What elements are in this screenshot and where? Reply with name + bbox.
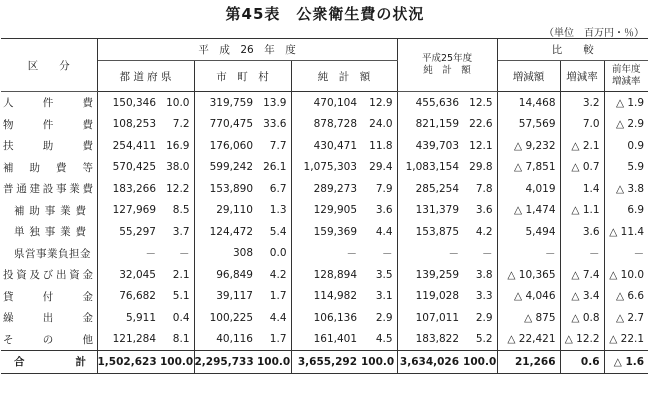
cell-prev: 1,083,154: [405, 161, 460, 174]
cell-muni: 319,759: [209, 96, 253, 109]
cell-muni: 308: [232, 247, 253, 260]
cell-net: 470,104: [313, 96, 357, 109]
header-change-amount: 増減額: [497, 61, 560, 92]
cell-chg: 5,494: [497, 221, 560, 243]
cell-pref: 183,266: [112, 182, 156, 195]
cell-pref-pct: 100.0: [160, 351, 194, 374]
row-label: 扶助費: [1, 135, 97, 157]
cell-rate: △ 3.4: [560, 286, 604, 308]
cell-pref-pct: 0.4: [160, 307, 194, 329]
cell-prev-pct: 12.5: [463, 92, 497, 114]
row-label: 県営事業負担金: [1, 243, 97, 265]
cell-net: 128,894: [313, 268, 357, 281]
header-comparison: 比 較: [497, 39, 648, 61]
cell-net-pct: 3.6: [361, 200, 397, 222]
cell-muni-pct: 100.0: [257, 351, 291, 374]
cell-muni-pct: 7.7: [257, 135, 291, 157]
cell-net-pct: 3.1: [361, 286, 397, 308]
cell-pref: 108,253: [112, 118, 156, 131]
cell-pref-pct: 10.0: [160, 92, 194, 114]
cell-chg: △ 4,046: [497, 286, 560, 308]
cell-net: －: [346, 247, 357, 260]
cell-pref-pct: 38.0: [160, 157, 194, 179]
cell-muni: 96,849: [216, 268, 253, 281]
header-prev-rate-line1: 前年度: [612, 64, 641, 75]
header-change-rate: 増減率: [560, 61, 604, 92]
table-row: [1, 221, 648, 243]
cell-chg: 21,266: [497, 351, 560, 374]
cell-rate: 0.6: [560, 351, 604, 374]
cell-pref: 76,682: [119, 290, 156, 303]
cell-muni-pct: 0.0: [257, 243, 291, 265]
cell-muni: 39,117: [216, 290, 253, 303]
table-row: [1, 243, 648, 265]
cell-muni-pct: 4.2: [257, 264, 291, 286]
cell-net-pct: 12.9: [361, 92, 397, 114]
row-label: 合計: [1, 351, 97, 374]
cell-chg: 4,019: [497, 178, 560, 200]
cell-muni-pct: 1.7: [257, 329, 291, 351]
header-heisei25-line1: 平成25年度: [421, 53, 473, 64]
cell-chg: △ 9,232: [497, 135, 560, 157]
cell-muni: 124,472: [209, 225, 253, 238]
cell-rate: △ 7.4: [560, 264, 604, 286]
table-row: [1, 114, 648, 136]
cell-prev-pct: 3.3: [463, 286, 497, 308]
row-label: 投資及び出資金: [1, 264, 97, 286]
cell-prev-rate: △ 10.0: [609, 268, 645, 281]
cell-prev-rate: △ 2.7: [615, 311, 645, 324]
cell-pref: 121,284: [112, 333, 156, 346]
cell-pref: 5,911: [125, 311, 156, 324]
cell-net-pct: 2.9: [361, 307, 397, 329]
cell-rate: 3.6: [560, 221, 604, 243]
cell-muni: 599,242: [209, 161, 253, 174]
cell-net: 106,136: [313, 311, 357, 324]
cell-chg: 57,569: [497, 114, 560, 136]
cell-prev-rate: 0.9: [627, 139, 645, 152]
cell-prev-pct: 3.8: [463, 264, 497, 286]
cell-rate: △ 0.7: [560, 157, 604, 179]
cell-net-pct: 29.4: [361, 157, 397, 179]
cell-prev: 107,011: [415, 311, 460, 324]
cell-prev: 139,259: [415, 268, 460, 281]
cell-prev-rate: △ 22.1: [609, 333, 645, 346]
cell-pref: 127,969: [112, 204, 156, 217]
cell-prev-pct: －: [463, 243, 497, 265]
cell-pref: 150,346: [112, 96, 156, 109]
cell-pref-pct: 8.1: [160, 329, 194, 351]
cell-pref-pct: 8.5: [160, 200, 194, 222]
cell-muni-pct: 13.9: [257, 92, 291, 114]
cell-chg: △ 875: [497, 307, 560, 329]
cell-pref: 254,411: [112, 139, 156, 152]
cell-rate: －: [560, 243, 604, 265]
cell-rate: 3.2: [560, 92, 604, 114]
cell-pref-pct: 12.2: [160, 178, 194, 200]
cell-net: 1,075,303: [303, 161, 357, 174]
cell-prev-pct: 4.2: [463, 221, 497, 243]
cell-muni-pct: 1.3: [257, 200, 291, 222]
header-prefecture: 都 道 府 県: [97, 61, 194, 92]
cell-muni: 176,060: [209, 139, 253, 152]
cell-chg: －: [497, 243, 560, 265]
cell-prev: 439,703: [415, 139, 460, 152]
cell-prev: 821,159: [415, 118, 460, 131]
cell-prev-rate: △ 2.9: [615, 118, 645, 131]
cell-prev-pct: 22.6: [463, 114, 497, 136]
cell-prev: 3,634,026: [397, 351, 463, 374]
table-row: [1, 329, 648, 351]
cell-prev-pct: 12.1: [463, 135, 497, 157]
row-label: 物件費: [1, 114, 97, 136]
unit-note: （単位 百万円・％）: [544, 28, 644, 39]
public-health-expense-table: [1, 38, 648, 374]
header-prev-rate-line2: 増減率: [612, 76, 641, 87]
cell-rate: △ 1.1: [560, 200, 604, 222]
cell-rate: 1.4: [560, 178, 604, 200]
row-label: 単独事業費: [1, 221, 97, 243]
table-row: [1, 307, 648, 329]
row-label: 人件費: [1, 92, 97, 114]
table-row: [1, 178, 648, 200]
cell-prev-pct: 7.8: [463, 178, 497, 200]
table-row: [1, 286, 648, 308]
cell-muni-pct: 26.1: [257, 157, 291, 179]
header-prev-rate: [604, 61, 648, 92]
cell-net-pct: 11.8: [361, 135, 397, 157]
table-row: [1, 92, 648, 114]
cell-chg: △ 22,421: [497, 329, 560, 351]
cell-prev: 455,636: [415, 96, 460, 109]
cell-muni-pct: 1.7: [257, 286, 291, 308]
cell-prev-pct: 2.9: [463, 307, 497, 329]
cell-prev: 119,028: [415, 290, 460, 303]
cell-prev-rate: －: [633, 247, 645, 260]
cell-rate: △ 12.2: [560, 329, 604, 351]
cell-muni: 770,475: [209, 118, 253, 131]
cell-pref-pct: 5.1: [160, 286, 194, 308]
row-label: 貸付金: [1, 286, 97, 308]
cell-net: 3,655,292: [291, 351, 361, 374]
cell-net: 161,401: [313, 333, 357, 346]
cell-prev-rate: △ 11.4: [609, 225, 645, 238]
cell-chg: 14,468: [497, 92, 560, 114]
cell-prev-pct: 5.2: [463, 329, 497, 351]
cell-muni: 29,110: [216, 204, 253, 217]
cell-net-pct: 24.0: [361, 114, 397, 136]
cell-prev: －: [448, 247, 460, 260]
cell-chg: △ 1,474: [497, 200, 560, 222]
cell-prev: 131,379: [415, 204, 460, 217]
table-row: [1, 135, 648, 157]
cell-muni: 100,225: [209, 311, 253, 324]
table-row: [1, 264, 648, 286]
row-label: その他: [1, 329, 97, 351]
cell-net-pct: 100.0: [361, 351, 397, 374]
table-body: [1, 92, 648, 374]
header-net-total: 純 計 額: [291, 61, 397, 92]
header-heisei25: [397, 39, 497, 92]
cell-net-pct: 3.5: [361, 264, 397, 286]
cell-prev-rate: △ 6.6: [615, 290, 645, 303]
cell-prev-rate: △ 3.8: [615, 182, 645, 195]
cell-pref: 55,297: [119, 225, 156, 238]
cell-pref-pct: 2.1: [160, 264, 194, 286]
cell-prev: 285,254: [415, 182, 460, 195]
header-heisei25-line2: 純 計 額: [423, 65, 471, 76]
table-row: [1, 351, 648, 374]
row-label: 補助事業費: [1, 200, 97, 222]
cell-prev: 183,822: [415, 333, 460, 346]
cell-net: 878,728: [313, 118, 357, 131]
cell-prev-rate: 6.9: [627, 204, 645, 217]
cell-chg: △ 10,365: [497, 264, 560, 286]
cell-muni-pct: 33.6: [257, 114, 291, 136]
cell-muni-pct: 5.4: [257, 221, 291, 243]
cell-pref-pct: 3.7: [160, 221, 194, 243]
cell-net-pct: 7.9: [361, 178, 397, 200]
cell-net-pct: 4.5: [361, 329, 397, 351]
cell-pref: －: [145, 247, 156, 260]
cell-net: 129,905: [313, 204, 357, 217]
header-heisei26: 平 成 26 年 度: [97, 39, 397, 61]
cell-prev-rate: 5.9: [627, 161, 645, 174]
cell-muni-pct: 6.7: [257, 178, 291, 200]
cell-pref-pct: －: [160, 243, 194, 265]
header-municipality: 市 町 村: [194, 61, 291, 92]
cell-net: 289,273: [313, 182, 357, 195]
table-row: [1, 157, 648, 179]
cell-chg: △ 7,851: [497, 157, 560, 179]
cell-muni: 40,116: [216, 333, 253, 346]
cell-net: 159,369: [313, 225, 357, 238]
cell-pref: 32,045: [119, 268, 156, 281]
cell-net: 114,982: [313, 290, 357, 303]
cell-rate: △ 2.1: [560, 135, 604, 157]
cell-prev-pct: 29.8: [463, 157, 497, 179]
cell-prev: 153,875: [415, 225, 460, 238]
header-category: 区 分: [1, 39, 97, 92]
cell-pref: 1,502,623: [97, 351, 160, 374]
cell-net-pct: 4.4: [361, 221, 397, 243]
table-row: [1, 200, 648, 222]
row-label: 繰出金: [1, 307, 97, 329]
cell-muni: 153,890: [209, 182, 253, 195]
cell-prev-pct: 100.0: [463, 351, 497, 374]
cell-prev-rate: △ 1.6: [604, 351, 648, 374]
row-label: 補助費等: [1, 157, 97, 179]
cell-muni: 2,295,733: [194, 351, 257, 374]
cell-pref: 570,425: [112, 161, 156, 174]
cell-pref-pct: 7.2: [160, 114, 194, 136]
cell-net: 430,471: [313, 139, 357, 152]
cell-rate: 7.0: [560, 114, 604, 136]
table-title: 第45表 公衆衛生費の状況: [225, 5, 425, 23]
cell-net-pct: －: [361, 243, 397, 265]
cell-prev-rate: △ 1.9: [615, 96, 645, 109]
row-label: 普通建設事業費: [1, 178, 97, 200]
cell-prev-pct: 3.6: [463, 200, 497, 222]
cell-rate: △ 0.8: [560, 307, 604, 329]
cell-muni-pct: 4.4: [257, 307, 291, 329]
cell-pref-pct: 16.9: [160, 135, 194, 157]
